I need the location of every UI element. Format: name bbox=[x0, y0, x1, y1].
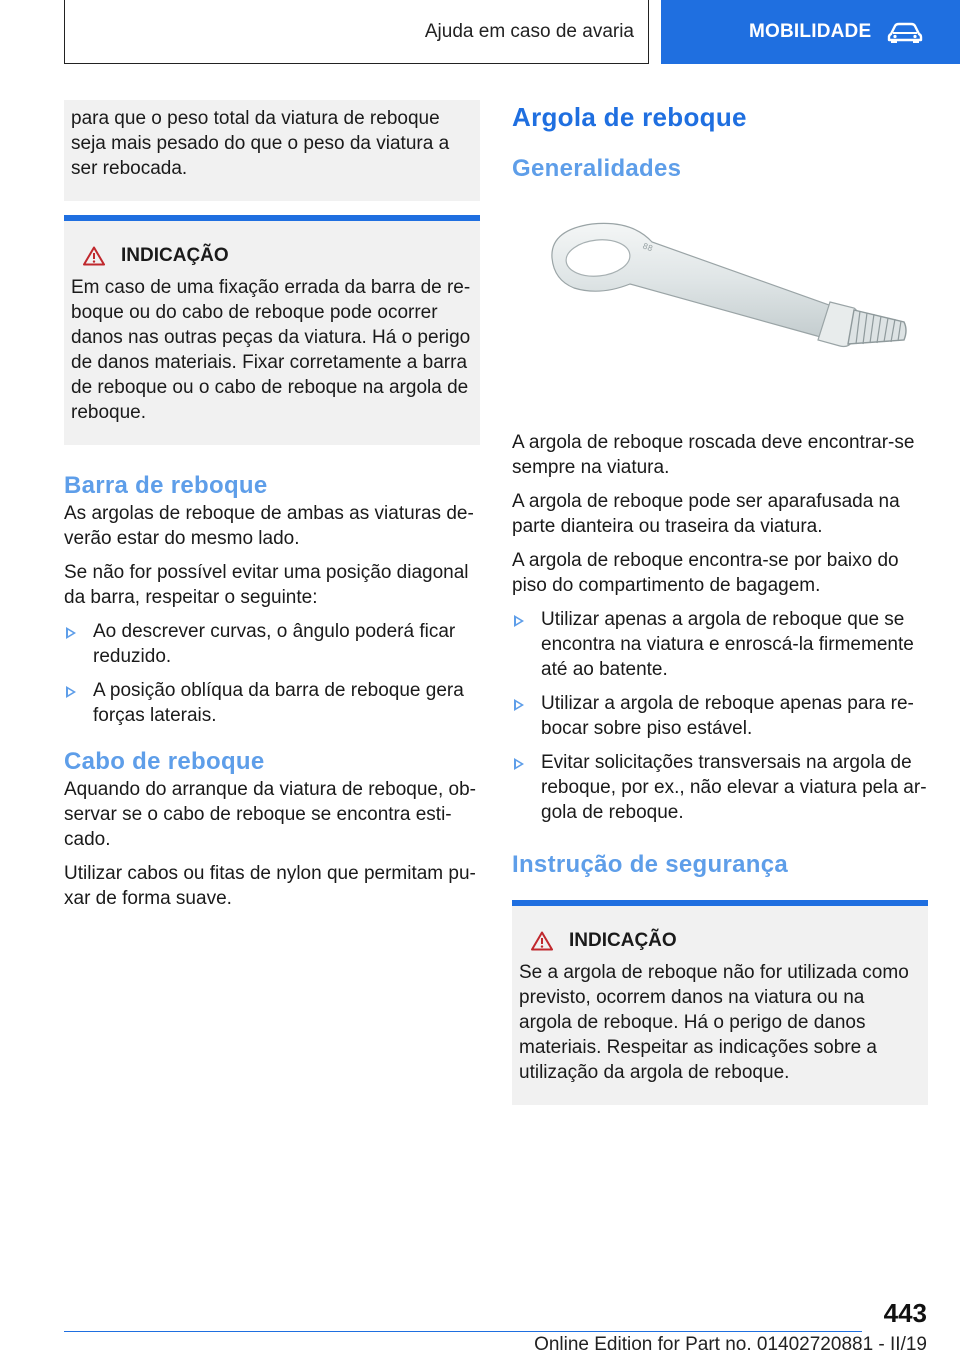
list-item: Evitar solicitações transversais na argola de reboque, por ex., não elevar a viatura pela argola de reboque. bbox=[512, 750, 928, 825]
list-item: Utilizar apenas a argola de reboque que se encontra na viatura e enroscá-la firmemente até ao batente. bbox=[512, 607, 928, 682]
argola-p2: A argola de reboque pode ser aparafusada na parte dianteira ou traseira da viatura. bbox=[512, 491, 900, 537]
intro-box bbox=[64, 100, 480, 201]
heading-barra: Barra de reboque bbox=[64, 472, 268, 499]
arrow-bullet-icon bbox=[514, 615, 524, 627]
header-chapter-title: MOBILIDADE bbox=[749, 21, 872, 42]
tow-eye-image bbox=[512, 184, 928, 430]
cabo-p1: Aquando do arranque da viatura de reboque, observar se o cabo de reboque se encontra esticado. bbox=[64, 779, 476, 850]
warning-icon bbox=[531, 931, 553, 951]
argola-p3: A argola de reboque encontra-se por baixo do piso do compartimento de bagagem. bbox=[512, 550, 899, 596]
list-item: A posição oblíqua da barra de reboque gera forças laterais. bbox=[64, 678, 480, 728]
arrow-bullet-icon bbox=[514, 758, 524, 770]
right-column bbox=[512, 100, 928, 1105]
heading-seguranca: Instrução de segurança bbox=[512, 851, 789, 878]
left-column bbox=[64, 100, 480, 920]
intro-text: para que o peso total da viatura de reboque seja mais pesado do que o peso da viatura a ser rebocada. bbox=[71, 108, 450, 179]
footer-edition: Online Edition for Part no. 01402720881 - II/19 bbox=[534, 1334, 927, 1355]
warning-icon bbox=[83, 246, 105, 266]
heading-cabo: Cabo de reboque bbox=[64, 748, 265, 775]
heading-argola: Argola de reboque bbox=[512, 102, 747, 132]
arrow-bullet-icon bbox=[66, 686, 76, 698]
barra-list bbox=[64, 619, 480, 728]
header-section bbox=[64, 0, 649, 64]
cabo-p2: Utilizar cabos ou fitas de nylon que permitam puxar de forma suave. bbox=[64, 863, 476, 909]
svg-text:88: 88 bbox=[641, 241, 654, 254]
barra-p2: Se não for possível evitar uma posição diagonal da barra, respeitar o seguinte: bbox=[64, 562, 469, 608]
barra-p1: As argolas de reboque de ambas as viaturas deverão estar do mesmo lado. bbox=[64, 503, 474, 549]
heading-generalidades: Generalidades bbox=[512, 155, 682, 182]
note-title: INDICAÇÃO bbox=[531, 928, 921, 954]
footer-divider bbox=[64, 1331, 862, 1332]
list-item: Utilizar a argola de reboque apenas para rebocar sobre piso estável. bbox=[512, 691, 928, 741]
tow-eye-illustration bbox=[512, 184, 928, 430]
note-title: INDICAÇÃO bbox=[83, 243, 473, 269]
header-chapter bbox=[661, 0, 960, 64]
list-item: Ao descrever curvas, o ângulo poderá ficar reduzido. bbox=[64, 619, 480, 669]
car-icon bbox=[887, 20, 923, 44]
note-text: Se a argola de reboque não for utilizada como previsto, ocorrem danos na viatura ou na argola de reboque. Há o perigo de danos materiais. Respeitar as indicações sobre a utilização da argola de reboque. bbox=[519, 962, 909, 1083]
page-number: 443 bbox=[883, 1298, 927, 1328]
arrow-bullet-icon bbox=[66, 627, 76, 639]
header-section-title: Ajuda em caso de avaria bbox=[424, 20, 634, 42]
argola-p1: A argola de reboque roscada deve encontrar-se sempre na viatura. bbox=[512, 432, 915, 478]
arrow-bullet-icon bbox=[514, 699, 524, 711]
argola-list bbox=[512, 607, 928, 825]
note-text: Em caso de uma fixação errada da barra de reboque ou do cabo de reboque pode ocorrer danos nas outras peças da viatura. Há o perigo de danos materiais. Fixar corretamente a barra de reboque ou o cabo de reboque na argola de reboque. bbox=[71, 277, 471, 423]
warning-note-2 bbox=[512, 900, 928, 1105]
warning-note-1 bbox=[64, 215, 480, 445]
